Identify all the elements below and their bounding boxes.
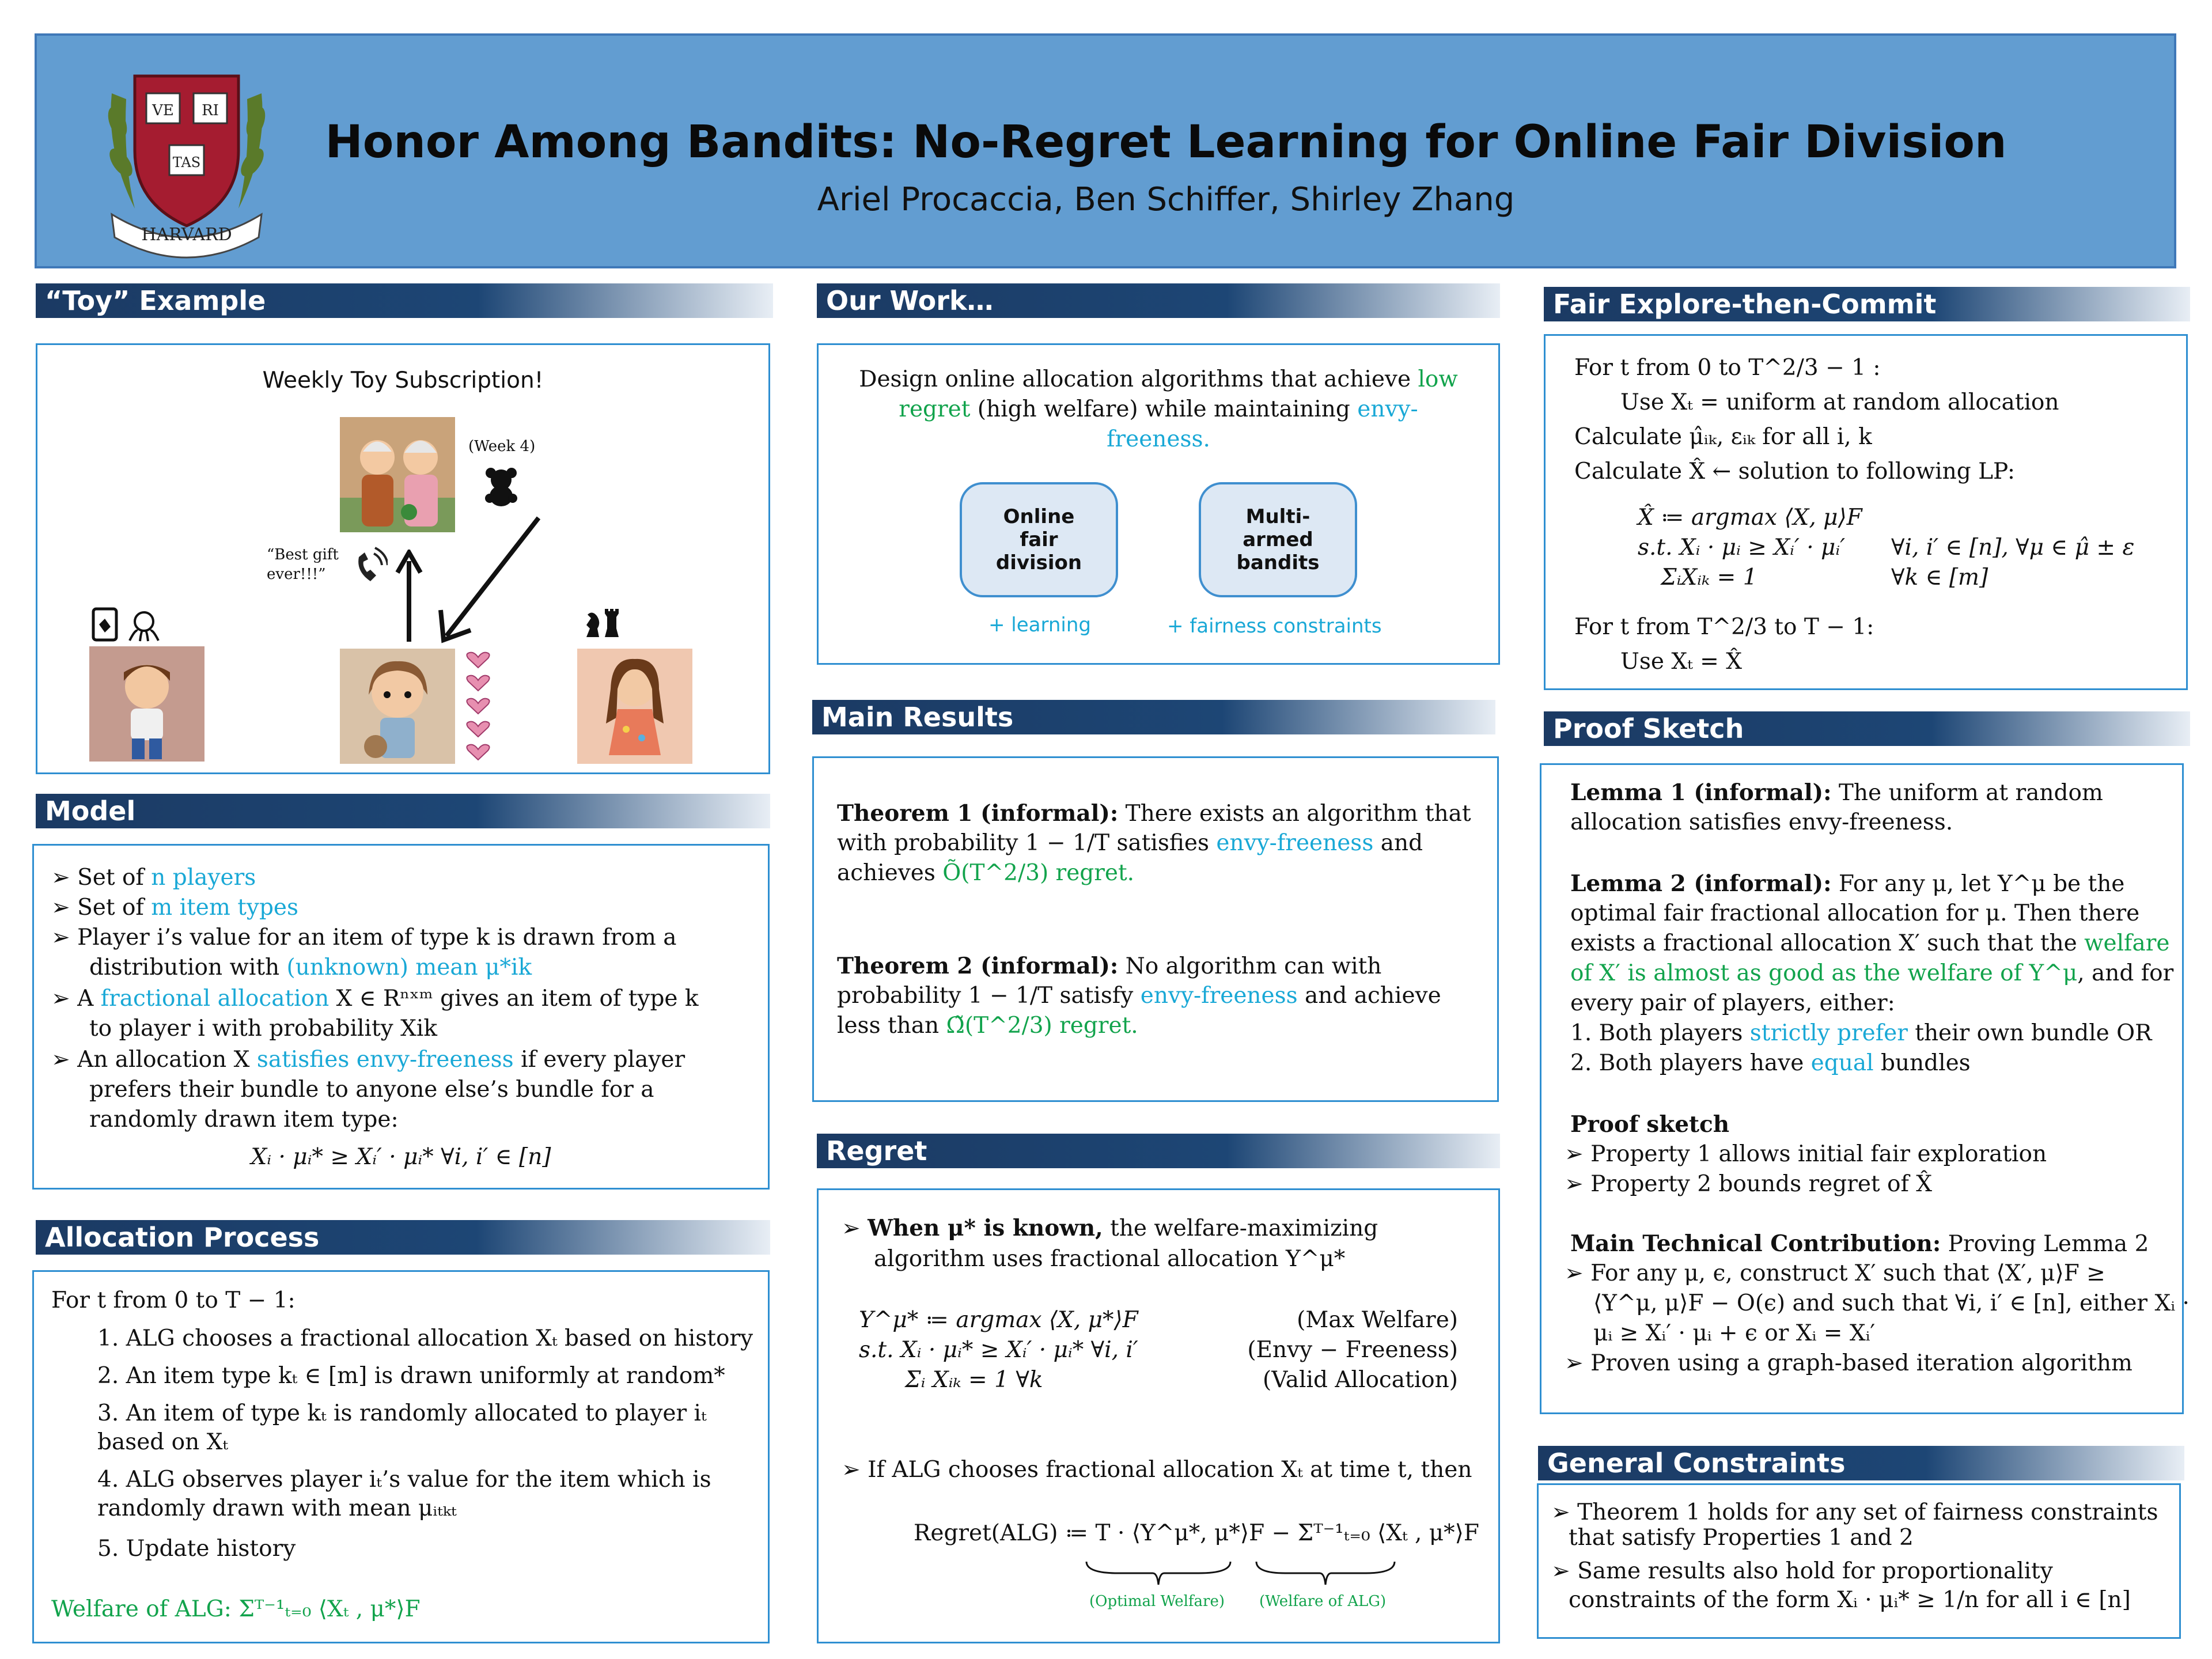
welfare-of-alg: Welfare of ALG: Σᵀ⁻¹ₜ₌₀ ⟨Xₜ , μ*⟩F bbox=[51, 1596, 421, 1622]
regret-bullet-1: ➢ When μ* is known, the welfare-maximizing bbox=[842, 1215, 1378, 1241]
regret-panel bbox=[817, 1188, 1500, 1643]
theorem2-line-2: probability 1 − 1/T satisfy envy-freeness and achieve bbox=[837, 983, 1441, 1009]
lemma2-line-4: of X′ is almost as good as the welfare of Y^μ, and for bbox=[1570, 960, 2174, 986]
ourwork-line-2: regret (high welfare) while maintaining envy- bbox=[899, 396, 1418, 422]
theorem2-line-1: Theorem 2 (informal): No algorithm can with bbox=[837, 953, 1382, 979]
logo-ri: RI bbox=[202, 102, 219, 119]
regret-bullet-1-cont: algorithm uses fractional allocation Y^μ* bbox=[874, 1246, 1346, 1272]
etc-panel bbox=[1544, 334, 2188, 690]
logo-ve: VE bbox=[152, 102, 174, 119]
allocation-step-5: 5. Update history bbox=[97, 1536, 296, 1562]
theorem1-line-1: Theorem 1 (informal): There exists an algorithm that bbox=[837, 800, 1471, 827]
etc-line-1: For t from 0 to T^2/3 − 1 : bbox=[1574, 355, 1881, 381]
proof-sketch-item-2: ➢ Property 2 bounds regret of X̂ bbox=[1565, 1171, 1933, 1197]
model-item-3-cont: distribution with (unknown) mean μ*ik bbox=[89, 955, 532, 980]
tablet-icon bbox=[90, 607, 122, 642]
constraint-item-2-cont: constraints of the form Xᵢ · μᵢ* ≥ 1/n for all i ∈ [n] bbox=[1569, 1587, 2131, 1613]
model-formula: Xᵢ · μᵢ* ≥ Xᵢ′ · μᵢ* ∀i, i′ ∈ [n] bbox=[251, 1144, 551, 1170]
model-item-5-cont2: randomly drawn item type: bbox=[89, 1107, 399, 1132]
etc-lp-2: s.t. Xᵢ · μᵢ ≥ Xᵢ′ · μᵢ′ bbox=[1638, 535, 1846, 560]
lemma1-line-2: allocation satisfies envy-freeness. bbox=[1570, 809, 1953, 835]
lemma2-line-2: optimal fair fractional allocation for μ. Then there bbox=[1570, 900, 2140, 926]
brace-optimal-welfare: (Optimal Welfare) bbox=[1089, 1593, 1225, 1610]
chess-icon bbox=[582, 605, 622, 640]
pill-multi-armed-bandits: Multi-armed bandits bbox=[1199, 482, 1357, 597]
model-item-4-cont: to player i with probability Xik bbox=[89, 1016, 437, 1041]
boy-image bbox=[89, 646, 204, 762]
etc-line-2: Use Xₜ = uniform at random allocation bbox=[1620, 389, 2059, 415]
model-panel bbox=[32, 844, 770, 1190]
proof-sketch-label: Proof sketch bbox=[1570, 1111, 1730, 1138]
girl-image bbox=[577, 649, 692, 764]
tag-fairness-constraints: + fairness constraints bbox=[1167, 615, 1382, 638]
week-label: (Week 4) bbox=[468, 438, 536, 455]
section-results-heading: Main Results bbox=[812, 700, 1495, 734]
proof-panel bbox=[1540, 763, 2190, 1414]
constraint-item-2: ➢ Same results also hold for proportionality bbox=[1551, 1558, 2053, 1584]
poster-authors: Ariel Procaccia, Ben Schiffer, Shirley Zhang bbox=[817, 181, 1515, 218]
model-item-5-cont: prefers their bundle to anyone else’s bundle for a bbox=[89, 1077, 654, 1103]
theorem1-line-3: achieves Õ(T^2/3) regret. bbox=[837, 860, 1135, 886]
lemma2-item-1: 1. Both players strictly prefer their own bundle OR bbox=[1570, 1020, 2152, 1046]
ourwork-line-3: freeness. bbox=[1107, 426, 1210, 452]
toy-panel bbox=[36, 343, 770, 774]
lemma2-item-2: 2. Both players have equal bundles bbox=[1570, 1050, 1971, 1076]
lemma2-line-3: exists a fractional allocation X′ such that the welfare bbox=[1570, 930, 2170, 956]
arrow-down-left-icon bbox=[435, 512, 544, 645]
allocation-step-1: 1. ALG chooses a fractional allocation Xₜ based on history bbox=[97, 1325, 753, 1351]
ourwork-panel bbox=[817, 343, 1500, 665]
section-toy-heading: “Toy” Example bbox=[36, 283, 773, 318]
allocation-intro: For t from 0 to T − 1: bbox=[51, 1287, 296, 1313]
etc-line-6: Use Xₜ = X̂ bbox=[1620, 649, 1742, 675]
brace-welfare-of-alg: (Welfare of ALG) bbox=[1259, 1593, 1387, 1610]
allocation-step-2: 2. An item type kₜ ∈ [m] is drawn uniformly at random* bbox=[97, 1363, 725, 1389]
constraint-item-1-cont: that satisfy Properties 1 and 2 bbox=[1569, 1525, 1914, 1551]
braces bbox=[1084, 1559, 1452, 1588]
regret-formula-1: Y^μ* ≔ argmax ⟨X, μ*⟩F bbox=[859, 1307, 1138, 1333]
model-item-4: ➢ A fractional allocation X ∈ Rⁿˣᵐ gives an item of type k bbox=[51, 986, 699, 1012]
section-ourwork-heading: Our Work… bbox=[817, 283, 1500, 318]
allocation-step-4-cont: randomly drawn with mean μᵢₜₖₜ bbox=[97, 1495, 457, 1521]
theorem2-line-3: less than Ω̃(T^2/3) regret. bbox=[837, 1013, 1138, 1039]
constraint-item-1: ➢ Theorem 1 holds for any set of fairness constraints bbox=[1551, 1499, 2158, 1525]
girl-with-bear-image bbox=[340, 649, 455, 764]
lemma2-line-1: Lemma 2 (informal): For any μ, let Y^μ be the bbox=[1570, 870, 2125, 897]
etc-lp-2-right: ∀i, i′ ∈ [n], ∀μ ∈ μ̂ ± ε bbox=[1891, 535, 2135, 560]
etc-line-5: For t from T^2/3 to T − 1: bbox=[1574, 614, 1874, 640]
regret-formula-3: Σᵢ Xᵢₖ = 1 ∀k bbox=[905, 1367, 1043, 1393]
section-proof-heading: Proof Sketch bbox=[1544, 711, 2190, 746]
allocation-step-4: 4. ALG observes player iₜ’s value for the item which is bbox=[97, 1467, 711, 1493]
contribution-item-1: ➢ For any μ, ϵ, construct X′ such that ⟨X′, μ⟩F ≥ bbox=[1565, 1260, 2105, 1286]
etc-line-3: Calculate μ̂ᵢₖ, εᵢₖ for all i, k bbox=[1574, 424, 1872, 450]
section-regret-heading: Regret bbox=[817, 1134, 1500, 1168]
contribution-item-2: ➢ Proven using a graph-based iteration algorithm bbox=[1565, 1350, 2133, 1376]
lemma1-line-1: Lemma 1 (informal): The uniform at random bbox=[1570, 779, 2103, 806]
label-envy-freeness: (Envy − Freeness) bbox=[1247, 1337, 1458, 1363]
section-model-heading: Model bbox=[36, 794, 770, 828]
logo-tas: TAS bbox=[172, 154, 201, 171]
label-max-welfare: (Max Welfare) bbox=[1297, 1307, 1458, 1333]
section-constraints-heading: General Constraints bbox=[1538, 1446, 2184, 1480]
toy-subtitle: Weekly Toy Subscription! bbox=[262, 368, 544, 393]
regret-bullet-2: ➢ If ALG chooses fractional allocation Xₜ at time t, then bbox=[842, 1457, 1472, 1483]
label-valid-allocation: (Valid Allocation) bbox=[1262, 1367, 1458, 1393]
results-panel bbox=[812, 756, 1499, 1102]
etc-line-4: Calculate X̂ ← solution to following LP: bbox=[1574, 459, 2015, 484]
logo-harvard: HARVARD bbox=[141, 225, 232, 245]
proof-sketch-item-1: ➢ Property 1 allows initial fair exploration bbox=[1565, 1141, 2047, 1167]
poster-header bbox=[35, 33, 2176, 268]
allocation-step-3: 3. An item of type kₜ is randomly allocated to player iₜ bbox=[97, 1400, 707, 1426]
poster-title: Honor Among Bandits: No-Regret Learning for Online Fair Division bbox=[325, 116, 2007, 168]
octopus-icon bbox=[124, 609, 164, 643]
quote-line1: “Best gift bbox=[267, 546, 339, 563]
contribution-item-1-cont: ⟨Y^μ, μ⟩F − O(ϵ) and such that ∀i, i′ ∈ [n], either Xᵢ · bbox=[1593, 1290, 2190, 1316]
model-item-3: ➢ Player i’s value for an item of type k is drawn from a bbox=[51, 925, 677, 950]
model-item-2: ➢ Set of m item types bbox=[51, 895, 299, 921]
ourwork-line-1: Design online allocation algorithms that achieve low bbox=[859, 366, 1458, 392]
quote-line2: ever!!!” bbox=[267, 566, 326, 583]
pill-online-fair-division: Online fair division bbox=[960, 482, 1118, 597]
regret-definition: Regret(ALG) ≔ T · ⟨Y^μ*, μ*⟩F − Σᵀ⁻¹ₜ₌₀ ⟨Xₜ , μ*⟩F bbox=[914, 1520, 1479, 1546]
etc-lp-1: X̂ ≔ argmax ⟨X, μ⟩F bbox=[1638, 505, 1862, 531]
allocation-panel bbox=[32, 1270, 770, 1643]
arrow-up-icon bbox=[395, 550, 423, 642]
regret-formula-2: s.t. Xᵢ · μᵢ* ≥ Xᵢ′ · μᵢ* ∀i, i′ bbox=[859, 1337, 1138, 1363]
model-item-1: ➢ Set of n players bbox=[51, 865, 256, 891]
main-contribution: Main Technical Contribution: Proving Lemma 2 bbox=[1570, 1230, 2149, 1257]
theorem1-line-2: with probability 1 − 1/T satisfies envy-freeness and bbox=[837, 830, 1423, 856]
phone-ringing-icon bbox=[353, 546, 388, 586]
constraints-panel bbox=[1537, 1483, 2181, 1639]
contribution-item-1-cont2: μᵢ ≥ Xᵢ′ · μᵢ + ϵ or Xᵢ = Xᵢ′ bbox=[1593, 1320, 1876, 1346]
lemma2-line-5: every pair of players, either: bbox=[1570, 990, 1895, 1016]
allocation-step-3-cont: based on Xₜ bbox=[97, 1429, 229, 1455]
heart-icon bbox=[464, 652, 493, 767]
etc-lp-3: ΣᵢXᵢₖ = 1 bbox=[1661, 565, 1758, 590]
etc-lp-3-right: ∀k ∈ [m] bbox=[1891, 565, 1988, 590]
model-item-5: ➢ An allocation X satisfies envy-freeness if every player bbox=[51, 1047, 685, 1073]
teddy-bear-icon bbox=[484, 466, 518, 506]
section-etc-heading: Fair Explore-then-Commit bbox=[1544, 287, 2190, 321]
section-allocation-heading: Allocation Process bbox=[36, 1220, 770, 1255]
tag-learning: + learning bbox=[988, 613, 1092, 637]
